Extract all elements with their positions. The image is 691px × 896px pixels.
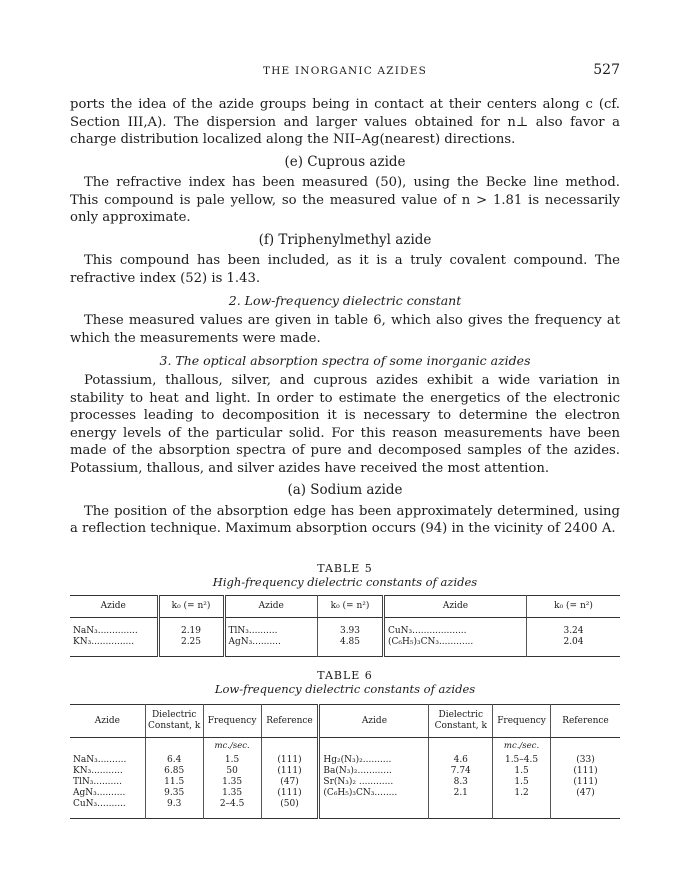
heading-optical-absorption: 3. The optical absorption spectra of some inorganic azides [159,353,531,368]
table6-unit [70,738,145,756]
running-title: THE INORGANIC AZIDES [263,65,427,77]
table5-wrapper [70,595,620,657]
table5-cell: AgN₃.......... [224,637,318,648]
table6-cell: (47) [261,777,319,788]
table5-cell: 2.19 [158,626,224,637]
table-row [70,755,620,766]
table6-cell: (111) [550,777,620,788]
table6-cell: 9.3 [145,799,203,810]
table6-cell: 8.3 [429,777,493,788]
table5-cell: 4.85 [318,637,384,648]
body-text [70,96,620,538]
table5-header-row [70,596,620,618]
table5-header: Azide [224,596,318,618]
table6-cell: 1.5 [203,755,261,766]
table6-header: Dielectric Constant, k [145,705,203,738]
table6-cell: 1.5–4.5 [493,755,551,766]
table6-cell: 1.5 [493,777,551,788]
table6-header: Frequency [493,705,551,738]
page-number: 527 [593,62,620,78]
table5-header: k₀ (= n²) [158,596,224,618]
table6-cell: 4.6 [429,755,493,766]
heading-sodium-azide: (a) Sodium azide [287,482,403,498]
heading-low-frequency: 2. Low-frequency dielectric constant [228,293,462,308]
table6-cell: Sr(N₃)₂ ............ [319,777,429,788]
table5-cell: 3.24 [527,626,621,637]
table5-header: k₀ (= n²) [318,596,384,618]
table6-cell: (111) [261,766,319,777]
table6-header: Frequency [203,705,261,738]
table6-cell: 9.35 [145,788,203,799]
table6-cell: (50) [261,799,319,810]
table6-cell: 1.5 [493,766,551,777]
table6-header: Dielectric Constant, k [429,705,493,738]
table6-cell [319,799,429,810]
table5-cell: NaN₃.............. [73,626,138,636]
table6-cell: Hg₂(N₃)₂.......... [319,755,429,766]
table6-header: Reference [550,705,620,738]
table5-header: Azide [70,596,158,618]
table6-header: Azide [70,705,145,738]
table6-unit [145,738,203,756]
table6-caption: TABLE 6 [317,669,373,682]
table6-caption-block [70,669,620,697]
table5-caption: TABLE 5 [317,562,373,575]
table5-cell: KN₃............... [73,637,135,647]
table-row [70,777,620,788]
paragraph-continuation: ports the idea of the azide groups being in contact at their centers along c (cf. Section III,A). The dispersion and larger values obtained for n⊥ also favor a charge distribution localized along the NII–Ag(nearest) directions. [70,97,620,147]
table6-cell: (111) [261,788,319,799]
table6-wrapper [70,704,620,819]
paragraph-optical-absorption: Potassium, thallous, silver, and cuprous azides exhibit a wide variation in stability to heat and light. In order to estimate the energetics of the electronic processes leading to decomposition it is necessary to determine the electron energy levels of the particular solid. For this reason measurements have been made of the absorption spectra of pure and decomposed samples of the azides. Potassium, thallous, and silver azides have received the most attention. [70,373,620,476]
table5-cell: 3.93 [318,626,384,637]
table5-cell: TlN₃.......... [224,626,318,637]
table5-header: Azide [384,596,527,618]
table6-cell: 11.5 [145,777,203,788]
heading-triphenylmethyl-azide: (f) Triphenylmethyl azide [258,231,432,248]
table5-cell: CuN₃................... [384,626,527,637]
table5 [70,595,620,657]
table5-cell: 2.25 [158,637,224,648]
table6-cell: KN₃........... [73,766,123,776]
table-row [70,626,620,637]
table5-cell: (C₆H₅)₃CN₃............ [384,637,527,648]
table6-cell: TlN₃.......... [73,777,122,787]
table6 [70,704,620,819]
table6-cell: AgN₃.......... [73,788,126,798]
table6-header: Reference [261,705,319,738]
table6-cell: 6.4 [145,755,203,766]
table6-cell: 6.85 [145,766,203,777]
table6-header: Azide [319,705,429,738]
table-row [70,788,620,799]
table6-unit [550,738,620,756]
paragraph-sodium-azide: The position of the absorption edge has been approximately determined, using a reflection technique. Maximum absorption occurs (94) in the vicinity of 2400 A. [70,503,620,536]
table6-cell: 7.74 [429,766,493,777]
table6-cell [493,799,551,810]
table6-cell: NaN₃.......... [73,755,127,765]
heading-cuprous-azide: (e) Cuprous azide [284,153,406,170]
table6-cell: CuN₃.......... [73,799,126,809]
table6-cell: 1.2 [493,788,551,799]
table-row [70,799,620,810]
table6-title: Low-frequency dielectric constants of azides [214,682,476,696]
table6-cell: (111) [261,755,319,766]
table-row [70,637,620,648]
table6-cell: (33) [550,755,620,766]
table6-cell: (C₆H₅)₃CN₃........ [319,788,429,799]
table6-cell [550,799,620,810]
table5-header: k₀ (= n²) [527,596,621,618]
table6-unit: mc./sec. [203,738,261,756]
paragraph-triphenylmethyl-azide: This compound has been included, as it is a truly covalent compound. The refractive index (52) is 1.43. [70,253,620,286]
paragraph-cuprous-azide: The refractive index has been measured (50), using the Becke line method. This compound is pale yellow, so the measured value of n > 1.81 is necessarily only approximate. [70,175,620,225]
table6-cell: 1.35 [203,788,261,799]
table6-header-row [70,705,620,738]
page-header [70,62,620,82]
table6-unit [429,738,493,756]
table-row [70,766,620,777]
paragraph-low-frequency: These measured values are given in table 6, which also gives the frequency at which the measurements were made. [70,313,620,346]
table6-cell: 1.35 [203,777,261,788]
table6-unit: mc./sec. [493,738,551,756]
table5-cell: 2.04 [527,637,621,648]
table6-cell: Ba(N₃)₂............ [319,766,429,777]
table5-caption-block [70,562,620,590]
table6-cell: 2–4.5 [203,799,261,810]
table5-title: High-frequency dielectric constants of azides [212,575,478,589]
table6-cell: 2.1 [429,788,493,799]
table6-unit [319,738,429,756]
table6-units-row [70,738,620,756]
table6-cell: (111) [550,766,620,777]
table6-cell: (47) [550,788,620,799]
table6-cell [429,799,493,810]
table6-unit [261,738,319,756]
table6-cell: 50 [203,766,261,777]
